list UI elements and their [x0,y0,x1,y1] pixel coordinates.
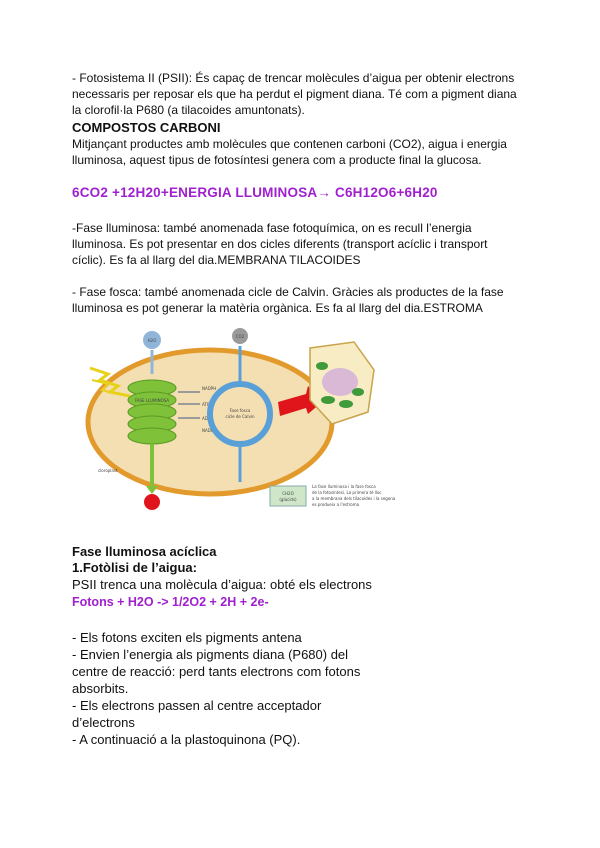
bullet-2b: centre de reacció: perd tants electrons com fotons [72,664,361,679]
photosynthesis-figure [82,322,396,522]
fase-fosca-line-2: lluminosa es pot generar la matèria orgànica. Es fa al llarg del dia.ESTROMA [72,301,483,315]
intro-line-3: la clorofil·la P680 (a tilacoides amuntonats). [72,103,305,117]
aciclica-heading: Fase lluminosa acíclica [72,544,217,559]
caption-line-4: es produeix a l'estroma [312,502,360,507]
bullet-1: - Els fotons exciten els pigments antena [72,630,302,645]
cell-chloroplast [316,362,328,370]
bullet-3b: d’electrons [72,715,135,730]
aciclica-line-1: PSII trenca una molècula d’aigua: obté els electrons [72,577,372,592]
product-label-2: (glúcids) [279,497,297,502]
fase-lluminosa-line-1: -Fase lluminosa: també anomenada fase fotoquímica, on es recull l’energia [72,221,472,235]
compostos-line-1: Mitjançant productes amb molècules que contenen carboni (CO2), aigua i energia [72,137,507,151]
cycle-label-1: Fase fosca [229,408,251,413]
cell-chloroplast [321,396,335,404]
oxygen-molecule-icon [144,494,160,510]
main-equation: 6CO2 +12H20+ENERGIA LLUMINOSA→ C6H12O6+6H20 [72,185,438,200]
photosynthesis-diagram [82,322,396,522]
cycle-label-2: cicle de Calvin [225,414,255,419]
photolysis-equation: Fotons + H2O -> 1/2O2 + 2H + 2e- [72,595,269,609]
caption-line-3: a la membrana dels tilacoides i la segona [312,496,396,501]
fotolisi-heading: 1.Fotòlisi de l’aigua: [72,560,197,575]
cell-chloroplast [339,400,353,408]
atp-label: ATP [202,402,210,407]
caption-line-1: La fase lluminosa i la fase fosca [312,484,376,489]
thylakoid-disk [128,428,176,444]
water-label: H2O [147,338,157,343]
fase-fosca-line-1: - Fase fosca: també anomenada cicle de Calvin. Gràcies als productes de la fase [72,285,504,299]
caption-line-2: de la fotosíntesi. La primera té lloc [312,490,382,495]
bullet-2c: absorbits. [72,681,129,696]
cell-chloroplast [352,388,364,396]
membrane-label: FASE LLUMINOSA [134,398,170,403]
fase-lluminosa-line-3: cíclic). Es fa al llarg del dia.MEMBRANA TILACOIDES [72,253,361,267]
bullet-3a: - Els electrons passen al centre acceptador [72,698,322,713]
intro-line-2: necessaris per reposar els que ha perdut el pigment diana. Té com a pigment diana [72,87,517,101]
nadph-label: NADPH [202,386,217,391]
fase-lluminosa-line-2: lluminosa. Es pot presentar en dos cicles diferents (transport acíclic i transport [72,237,488,251]
product-label-1: CH2O [282,491,294,496]
nadp-label: NADP+ [202,428,217,433]
compostos-line-2: lluminosa, aquest tipus de fotosíntesi genera com a producte final la glucosa. [72,153,482,167]
chloroplast-label: cloroplast [98,468,118,473]
intro-line-1: - Fotosistema II (PSII): És capaç de trencar molècules d’aigua per obtenir electrons [72,71,515,85]
bullet-2a: - Envien l’energia als pigments diana (P680) del [72,647,349,662]
compostos-heading: COMPOSTOS CARBONI [72,120,221,135]
oxygen-arrowhead [146,486,158,494]
bullet-4: - A continuació a la plastoquinona (PQ). [72,732,301,747]
co2-label: CO2 [235,334,245,339]
product-box [270,486,306,506]
adp-label: ADP [202,416,211,421]
